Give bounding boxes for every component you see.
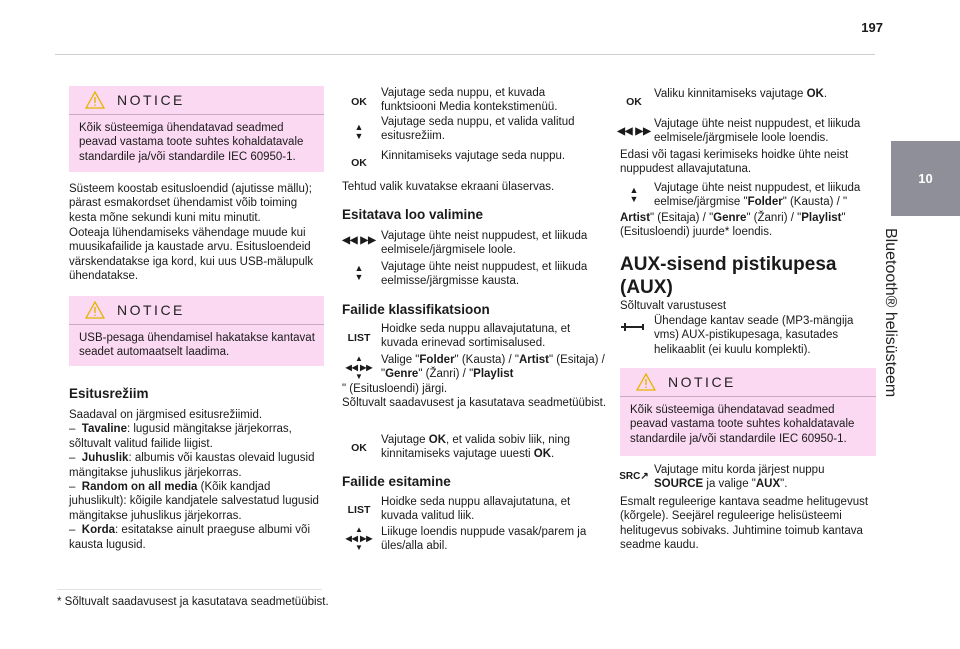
paragraph: Süsteem koostab esitusloendid (ajutisse mällu); pärast esmakordset ühendamist võib toiming kesta mõne sekundi kuni mitu minutit.: [69, 183, 312, 224]
instruction-text: Ühendage kantav seade (MP3-mängija vms) AUX-pistikupesaga, kasutades helikaablit (ei kuulu komplekti).: [654, 315, 854, 356]
instruction-text: Valiku kinnitamiseks vajutage OK.: [654, 88, 828, 100]
mode-item: – Korda: esitatakse ainult praeguse albumi või kausta lugusid.: [69, 524, 311, 551]
intro-text: Saadaval on järgmised esitusrežiimid.: [69, 409, 263, 421]
notice-box: [69, 296, 324, 366]
notice-box: [69, 86, 324, 172]
four-way-arrows-icon: ▲ ◀◀ ▶▶ ▼: [345, 354, 373, 381]
ok-icon: OK: [351, 442, 367, 454]
section-heading: Failide klassifikatsioon: [342, 302, 490, 317]
notice-text: Kõik süsteemiga ühendatavad seadmed peavad vastama toote suhtes kohaldatavale standardile ja/või standardile IEC 60950-1.: [79, 122, 304, 163]
warning-icon: [85, 301, 105, 319]
instruction-text: Vajutage ühte neist nuppudest, et liikuda eelmise/järgmise "Folder" (Kausta) / ": [654, 182, 861, 209]
paragraph: Ooteaja lühendamiseks vähendage muude kui muusikafailide ja kaustade arvu. Esitusloendeid värskendatakse iga kord, kui uus USB-mälupulk ühendatakse.: [69, 227, 314, 283]
notice-header: [69, 296, 324, 325]
notice-label: NOTICE: [117, 92, 185, 108]
footnote-divider: [57, 589, 322, 590]
instruction-text: Liikuge loendis nuppude vasak/parem ja üles/alla abil.: [381, 526, 587, 553]
section-heading: Esitatava loo valimine: [342, 207, 484, 222]
left-right-arrows-icon: ◀◀ ▶▶: [617, 126, 651, 137]
left-right-arrows-icon: ◀◀ ▶▶: [342, 235, 376, 246]
up-down-arrows-icon: ▲ ▼: [354, 263, 364, 282]
paragraph: Esmalt reguleerige kantava seadme helitugevust (kõrgele). Seejärel reguleerige helisüsteemi helitugevus sobivaks. Juhtimine toimub kantava seadme kaudu.: [620, 496, 869, 552]
notice-label: NOTICE: [668, 374, 736, 390]
section-heading: Failide esitamine: [342, 474, 451, 489]
instruction-text: Vajutage mitu korda järjest nuppu SOURCE ja valige "AUX".: [654, 464, 825, 491]
ok-icon: OK: [351, 96, 367, 108]
mode-item: – Juhuslik: albumis või kaustas olevaid lugusid mängitakse juhuslikus järjekorras.: [69, 452, 315, 479]
notice-header: [620, 368, 876, 397]
paragraph: Sõltuvalt varustusest: [620, 300, 727, 312]
source-button-icon: SRC↗: [619, 471, 649, 482]
notice-box: [620, 368, 876, 456]
chapter-tab[interactable]: 10: [891, 141, 960, 216]
instruction-text: Hoidke seda nuppu allavajutatuna, et kuvada valitud liik.: [381, 496, 571, 523]
mode-item: – Random on all media (Kõik kandjad juhuslikult): kõigile kandjatele salvestatud lugusid mängitakse juhuslikus järjekorras.: [69, 481, 319, 522]
paragraph: Artist" (Esitaja) / "Genre" (Žanri) / "Playlist" (Esitusloendi) juurde* loendis.: [620, 212, 846, 239]
ok-icon: OK: [351, 157, 367, 169]
chapter-title: [882, 228, 923, 468]
up-down-arrows-icon: ▲ ▼: [629, 185, 639, 204]
paragraph: [69, 408, 327, 552]
notice-label: NOTICE: [117, 302, 185, 318]
warning-icon: [85, 91, 105, 109]
instruction-text: Hoidke seda nuppu allavajutatuna, et kuvada erinevad sortimisalused.: [381, 323, 571, 350]
instruction-text: Vajutage seda nuppu, et valida valitud esitusrežiim.: [381, 116, 575, 143]
aux-plug-icon: [617, 320, 651, 337]
list-icon: LIST: [347, 504, 371, 516]
instruction-text: Vajutage ühte neist nuppudest, et liikuda eelmisele/järgmisele loole loendis.: [654, 118, 861, 145]
instruction-text: Vajutage ühte neist nuppudest, et liikuda eelmisse/järgmisse kausta.: [381, 261, 588, 288]
warning-icon: [636, 373, 656, 391]
section-heading: Esitusrežiim: [69, 386, 149, 401]
instruction-text: Vajutage seda nuppu, et kuvada funktsiooni Media kontekstimenüü.: [381, 87, 558, 114]
instruction-text: Kinnitamiseks vajutage seda nuppu.: [381, 150, 566, 162]
instruction-text: Vajutage ühte neist nuppudest, et liikuda eelmisele/järgmisele loole.: [381, 230, 588, 257]
notice-text: USB-pesaga ühendamisel hakatakse kantavat seadet automaatselt laadima.: [79, 332, 315, 359]
paragraph: Tehtud valik kuvatakse ekraani ülaservas.: [342, 181, 555, 193]
paragraph: " (Esitusloendi) järgi. Sõltuvalt saadavusest ja kasutatava seadmetüübist.: [342, 383, 607, 410]
mode-item: – Tavaline: lugusid mängitakse järjekorras, sõltuvalt valitud failide liigist.: [69, 423, 292, 450]
paragraph: Edasi või tagasi kerimiseks hoidke ühte neist nuppudest allavajutatuna.: [620, 149, 849, 176]
list-icon: LIST: [347, 332, 371, 344]
ok-icon: OK: [626, 96, 642, 108]
notice-text: Kõik süsteemiga ühendatavad seadmed peavad vastama toote suhtes kohaldatavale standardile ja/või standardile IEC 60950-1.: [630, 404, 855, 445]
chapter-title-text: Bluetooth® helisüsteem: [882, 228, 899, 398]
notice-header: [69, 86, 324, 115]
footnote: * Sõltuvalt saadavusest ja kasutatava seadmetüübist.: [57, 596, 329, 608]
header-divider: [55, 54, 875, 55]
page-number: 197: [861, 20, 883, 35]
instruction-text: Vajutage OK, et valida sobiv liik, ning kinnitamiseks vajutage uuesti OK.: [381, 434, 571, 461]
up-down-arrows-icon: ▲ ▼: [354, 122, 364, 141]
four-way-arrows-icon: ▲ ◀◀ ▶▶ ▼: [345, 525, 373, 552]
instruction-text: Valige "Folder" (Kausta) / "Artist" (Esitaja) / "Genre" (Žanri) / "Playlist: [381, 354, 605, 381]
section-heading: AUX-sisend pistikupesa (AUX): [620, 254, 837, 298]
